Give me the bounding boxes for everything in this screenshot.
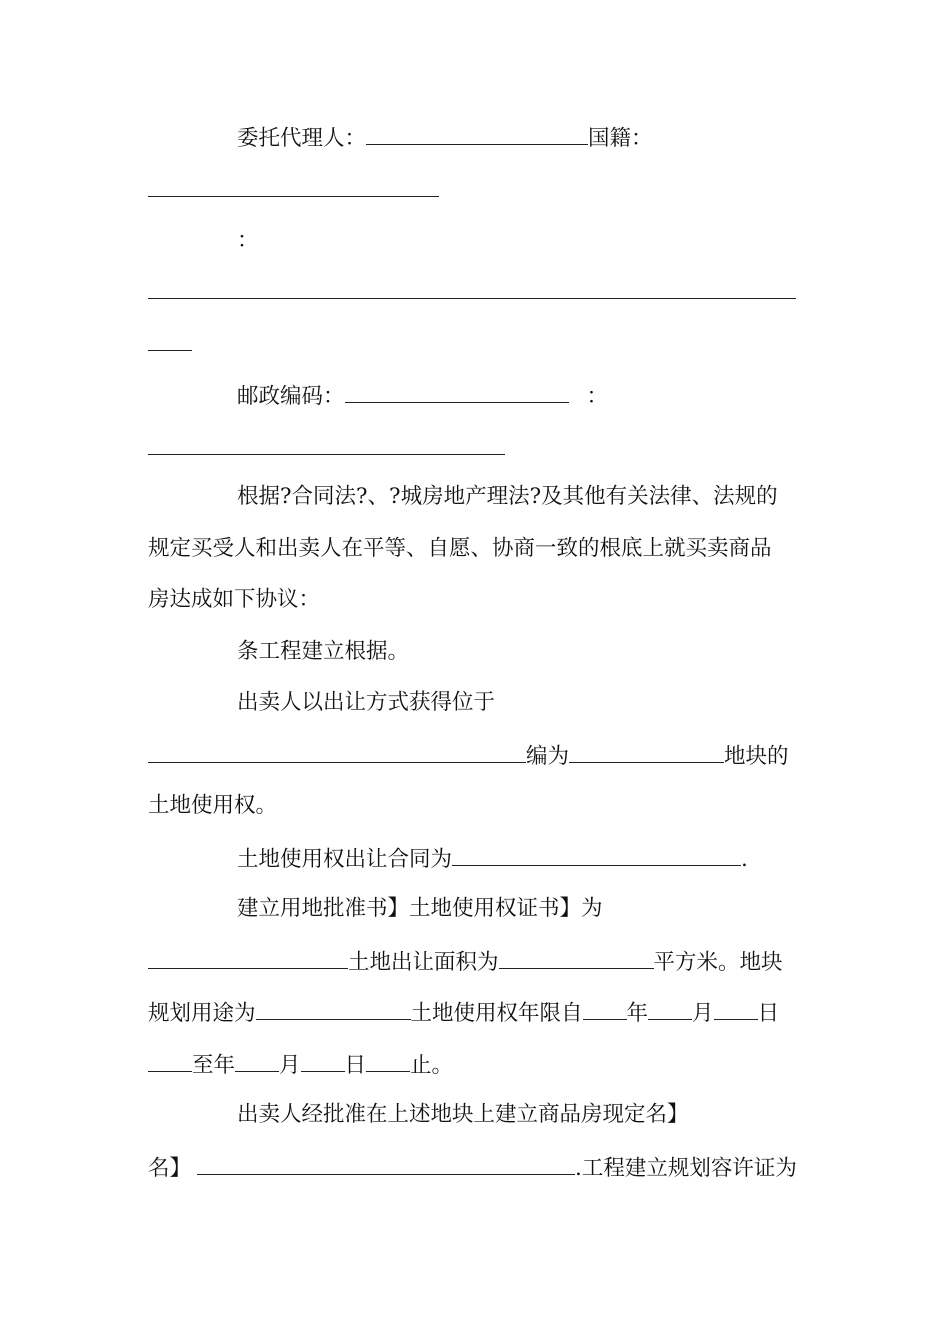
- contract-period: .: [741, 847, 748, 872]
- postal-label: 邮政编码：: [237, 384, 345, 409]
- postal-blank[interactable]: [345, 380, 569, 403]
- land-line-3: 土地使用权。: [148, 793, 278, 818]
- certificate-line-2: [148, 946, 808, 978]
- term-end-blank[interactable]: [366, 1049, 410, 1072]
- year-label: 年: [626, 1001, 649, 1026]
- agent-line: [148, 122, 897, 154]
- contract-blank[interactable]: [452, 843, 741, 866]
- land-line-2: [148, 740, 808, 772]
- term-start-day-blank[interactable]: [714, 997, 758, 1020]
- phone-blank[interactable]: [148, 454, 505, 455]
- address-label: ：: [237, 228, 259, 253]
- term-end-year-blank[interactable]: [148, 1049, 192, 1072]
- certificate-line-3: [148, 997, 808, 1029]
- permit-label: .工程建立规划容许证为: [575, 1156, 797, 1181]
- term-start-month-blank[interactable]: [648, 997, 692, 1020]
- end-month-label: 月: [279, 1053, 301, 1078]
- term-end-month-blank[interactable]: [235, 1049, 279, 1072]
- address-blank[interactable]: [148, 298, 796, 299]
- land-number-label: 编为: [526, 744, 570, 769]
- to-year-label: 至年: [192, 1053, 236, 1078]
- certificate-line-1: 建立用地批准书】土地使用权证书】为: [237, 896, 603, 921]
- term-start-year-blank[interactable]: [583, 997, 627, 1020]
- land-number-blank[interactable]: [569, 740, 724, 763]
- term-end-day-blank[interactable]: [301, 1049, 345, 1072]
- address-blank-cont[interactable]: [148, 350, 192, 351]
- address-line: [148, 226, 897, 256]
- end-day-label: 日: [344, 1053, 367, 1078]
- certificate-line-4: [148, 1049, 808, 1081]
- article-heading: 条工程建立根据。: [237, 639, 410, 664]
- use-label: 规划用途为: [148, 1001, 256, 1026]
- phone-label: ：: [586, 384, 609, 409]
- project-line-1: 出卖人经批准在上述地块上建立商品房现定名】: [237, 1102, 689, 1127]
- land-plot-label: 地块的: [724, 744, 789, 769]
- certificate-blank[interactable]: [148, 946, 348, 969]
- nationality-blank[interactable]: [148, 196, 439, 197]
- contract-label: 土地使用权出让合同为: [237, 847, 453, 872]
- area-blank[interactable]: [499, 946, 654, 969]
- agent-label: 委托代理人：: [237, 126, 367, 151]
- nationality-label: 国籍：: [588, 126, 653, 151]
- term-label: 土地使用权年限自: [410, 1001, 583, 1026]
- preamble-line-3: 房达成如下协议：: [148, 587, 321, 612]
- project-line-2: [148, 1152, 808, 1184]
- area-label: 土地出让面积为: [348, 950, 499, 975]
- area-unit-label: 平方米。地块: [653, 950, 783, 975]
- end-label: 止。: [410, 1053, 454, 1078]
- contract-line: [148, 843, 897, 875]
- day-label: 日: [757, 1001, 780, 1026]
- project-name-label: 名】: [148, 1156, 192, 1181]
- land-location-blank[interactable]: [148, 740, 526, 763]
- agent-blank[interactable]: [366, 122, 588, 145]
- project-name-blank[interactable]: [197, 1152, 575, 1175]
- use-blank[interactable]: [256, 997, 411, 1020]
- land-line-1: 出卖人以出让方式获得位于: [237, 690, 496, 715]
- preamble-line-2: 规定买受人和出卖人在平等、自愿、协商一致的根底上就买卖商品: [148, 536, 772, 561]
- postal-line: [148, 380, 897, 412]
- month-label: 月: [692, 1001, 714, 1026]
- preamble-line-1: 根据?合同法?、?城房地产理法?及其他有关法律、法规的: [237, 484, 778, 509]
